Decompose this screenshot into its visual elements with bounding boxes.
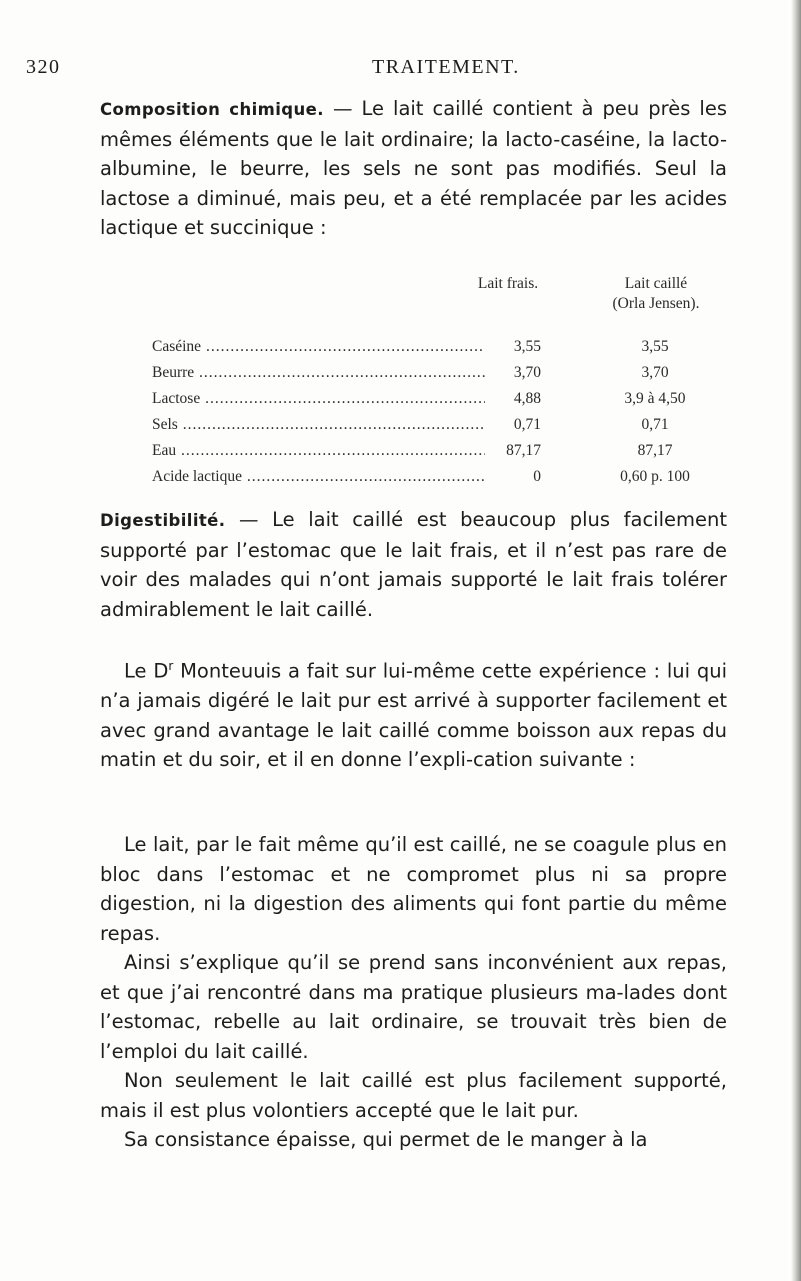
page-number: 320 [26, 56, 61, 78]
row-label: Acide lactique ..... [152, 464, 485, 490]
section-heading-digestibilite: Digestibilité. [100, 511, 226, 530]
page-edge [791, 0, 801, 1281]
value-lait-frais: 4,88 [485, 386, 545, 412]
value-lait-caille: 87,17 [637, 442, 673, 459]
table-row [152, 386, 732, 412]
row-label: Lactose ..... [152, 386, 485, 412]
value-lait-caille: 3,70 [641, 364, 669, 381]
section-heading-composition: Composition chimique. [100, 100, 324, 119]
table-row [152, 334, 732, 360]
paragraph-consistance: Sa consistance épaisse, qui permet de le manger à la [124, 1128, 648, 1151]
table-row [152, 438, 732, 464]
paragraph-monteuuis [100, 652, 727, 775]
paragraph-coagule: Le lait, par le fait même qu’il est caillé, ne se coagule plus en bloc dans l’estomac et ne compromet plus ni sa propre digestion, ni la digestion des aliments qui font partie du même repas. [100, 833, 727, 945]
running-head [26, 56, 726, 82]
monteuuis-before: Le D [124, 659, 169, 683]
value-lait-frais: 0,71 [485, 412, 545, 438]
value-lait-caille: 3,55 [641, 338, 669, 355]
table-row [152, 464, 732, 490]
header-lait-caille [588, 274, 724, 314]
doctor-superscript: r [168, 659, 174, 673]
header-lait-caille-line1: Lait caillé [624, 275, 688, 292]
monteuuis-after: Monteuuis a fait sur lui-même cette expérience : lui qui n’a jamais digéré le lait pur est arrivé à supporter facilement et avec grand avantage le lait caillé comme boisson aux repas du matin et du soir, et il en donne l’expli-cation suivante : [100, 659, 727, 771]
paragraph-non-seulement: Non seulement le lait caillé est plus facilement supporté, mais il est plus volontiers accepté que le lait pur. [100, 1069, 727, 1122]
digestibilite-text: — Le lait caillé est beaucoup plus facilement supporté par l’estomac que le lait frais, et il n’est pas rare de voir des malades qui n’ont jamais supporté le lait frais tolérer admirablement le lait caillé. [100, 508, 727, 621]
table-row [152, 412, 732, 438]
value-lait-frais: 0 [485, 464, 545, 490]
row-label: Eau ..... [152, 438, 485, 464]
value-lait-caille: 0,71 [641, 416, 669, 433]
value-lait-frais: 3,70 [485, 360, 545, 386]
row-label: Sels ..... [152, 412, 485, 438]
header-lait-frais: Lait frais. [477, 275, 539, 292]
header-lait-caille-line2: (Orla Jensen). [612, 295, 700, 312]
paragraph-composition [100, 94, 727, 243]
running-title: TRAITEMENT. [372, 56, 520, 78]
value-lait-caille: 0,60 p. 100 [620, 468, 690, 485]
paragraph-digestibilite [100, 505, 727, 624]
value-lait-caille: 3,9 à 4,50 [624, 390, 686, 407]
row-label: Beurre ..... [152, 360, 485, 386]
composition-text: — Le lait caillé contient à peu près les mêmes éléments que le lait ordinaire; la lacto-caséine, la lacto-albumine, le beurre, les sels ne sont pas modifiés. Seul la lactose a diminué, mais peu, et a été remplacée par les acides lactique et succinique : [100, 97, 727, 239]
paragraph-ainsi: Ainsi s’explique qu’il se prend sans inconvénient aux repas, et que j’ai rencontré dans ma pratique plusieurs ma-lades dont l’estomac, rebelle au lait ordinaire, se trouvait très bien de l’emploi du lait caillé. [100, 951, 727, 1063]
value-lait-frais: 87,17 [485, 438, 545, 464]
row-label: Caséine ..... [152, 334, 485, 360]
value-lait-frais: 3,55 [485, 334, 545, 360]
table-row [152, 360, 732, 386]
